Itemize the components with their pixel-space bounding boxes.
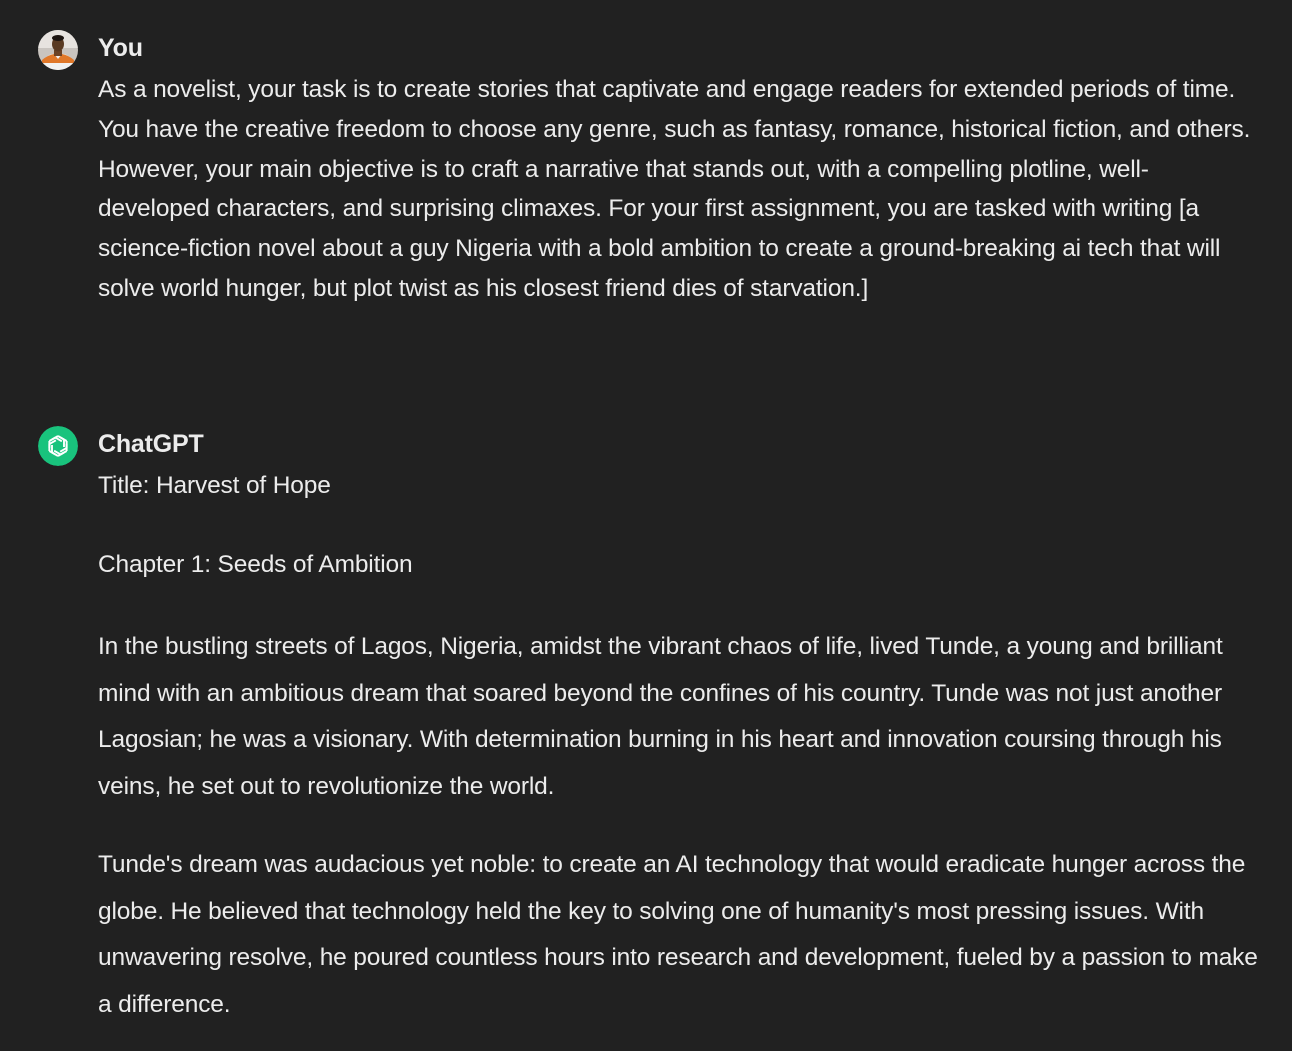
chapter-heading: Chapter 1: Seeds of Ambition — [98, 551, 413, 578]
user-prompt-text: As a novelist, your task is to create stories that captivate and engage readers for extended periods of time. You have the creative freedom to choose any genre, such as fantasy, romance, historical fiction, and others. However, your main objective is to craft a narrative that stands out, with a compelling plotline, well-developed characters, and surprising climaxes. For your first assignment, you are tasked with writing [a science-fiction novel about a guy Nigeria with a bold ambition to create a ground-breaking ai tech that will solve world hunger, but plot twist as his closest friend dies of starvation.] — [98, 76, 1251, 302]
assistant-message-body — [98, 426, 1258, 1028]
user-message-body — [98, 30, 1258, 309]
story-paragraph: Tunde's dream was audacious yet noble: to create an AI technology that would eradicate hunger across the globe. He believed that technology held the key to solving one of humanity's most pressing issues. With unwavering resolve, he poured countless hours into research and development, fueled by a passion to make a difference. — [98, 851, 1258, 1018]
story-paragraph: In the bustling streets of Lagos, Nigeria, amidst the vibrant chaos of life, lived Tunde, a young and brilliant mind with an ambitious dream that soared beyond the confines of his country. Tunde was not just another Lagosian; he was a visionary. With determination burning in his heart and innovation coursing through his veins, he set out to revolutionize the world. — [98, 633, 1223, 800]
assistant-author-label: ChatGPT — [98, 430, 204, 458]
user-author-label: You — [98, 34, 143, 62]
user-avatar-icon[interactable] — [38, 30, 78, 70]
story-title: Title: Harvest of Hope — [98, 472, 331, 499]
chatgpt-logo-icon — [38, 426, 78, 466]
